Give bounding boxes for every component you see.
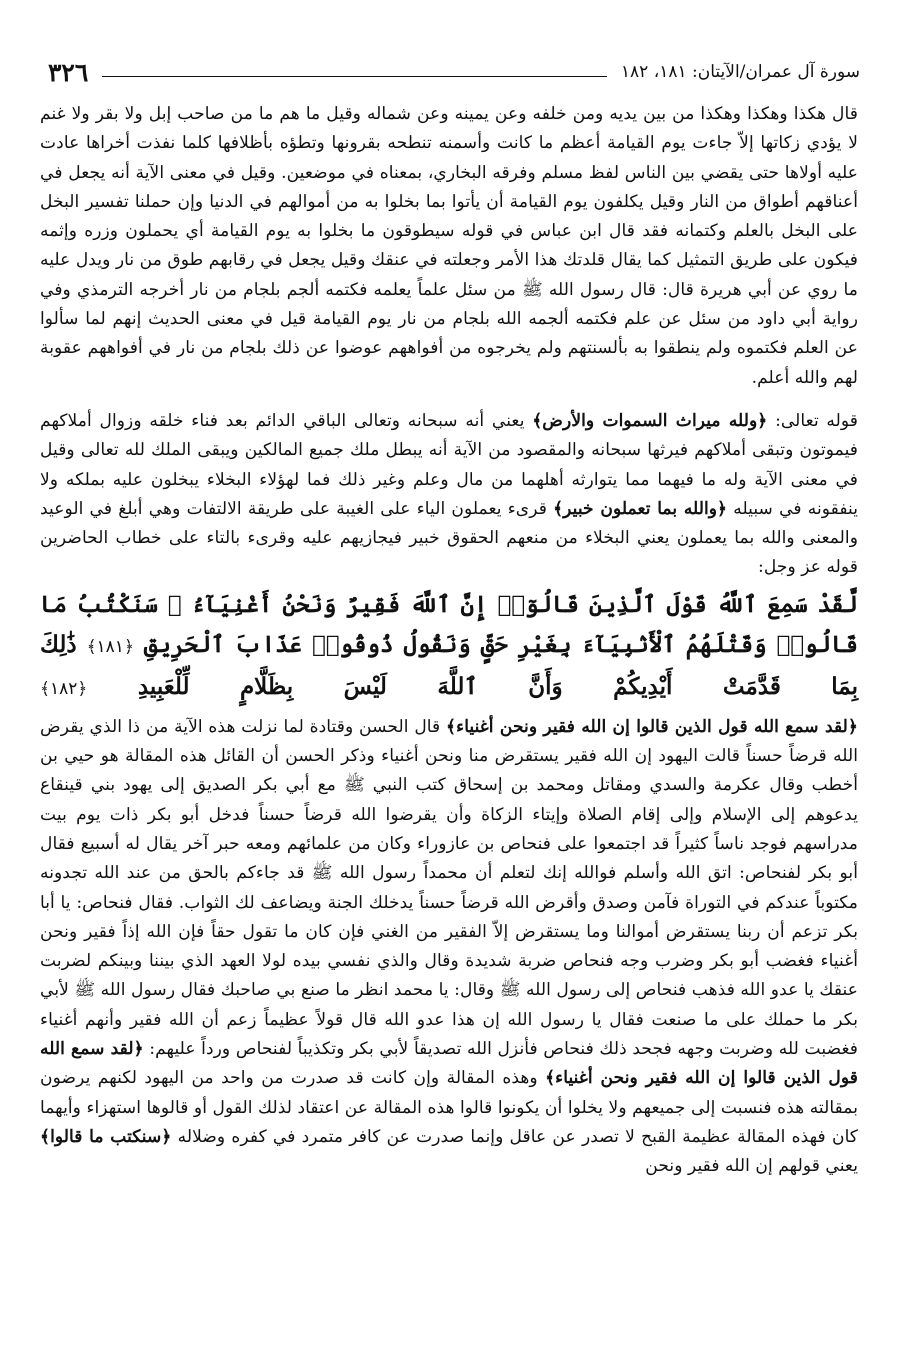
quran-quote-god-heard: ﴿لقد سمع الله قول الذين قالوا إن الله فقير ونحن أغنياء﴾ xyxy=(446,716,858,737)
verse-181-number: ﴿١٨١﴾ xyxy=(86,636,134,657)
paragraph-3-middle: قال الحسن وقتادة لما نزلت هذه الآية من ذا الذي يقرض الله قرضاً حسناً قالت اليهود إن الله فقير يستقرض منا ونحن أغنياء وذكر الحسن أن القائل هذه المقالة هو حيي بن أخطب وقال عكرمة والسدي ومقاتل ومحمد بن إسحاق كتب النبي ﷺ مع أبي بكر الصديق إلى يهود بني قينقاع يدعوهم إلى الإسلام وإلى إقام الصلاة وإيتاء الزكاة وأن يقرضوا الله قرضاً حسناً فدخل أبو بكر ذات يوم بيت مدراسهم فوجد ناساً كثيراً قد اجتمعوا على فنحاص بن عازوراء وكان من علمائهم ومعه حبر آخر يقال له أسبيع فقال أبو بكر لفنحاص: اتق الله وأسلم فوالله إنك لتعلم أن محمداً رسول الله ﷺ قد جاءكم بالحق من عند الله تجدونه مكتوباً عندكم في التوراة فآمن وصدق وأقرض الله قرضاً حسناً يدخلك الجنة ويضاعف لك الثواب. فقال فنحاص: يا أبا بكر تزعم أن ربنا يستقرض أموالنا وما يستقرض إلاّ الفقير من الغني فإن كان ما تقول حقاً فإن الله إذاً فقير ونحن أغنياء فغضب أبو بكر وضرب وجه فنحاص ضربة شديدة وقال والذي نفسي بيده لولا العهد الذي بيننا وبينكم لضربت عنقك يا عدو الله فذهب فنحاص إلى رسول الله ﷺ وقال: يا محمد انظر ما صنع بي صاحبك فقال رسول الله ﷺ لأبي بكر ما حملك على ما صنعت فقال يا رسول الله إن هذا عدو الله قال قولاً عظيماً زعم أن الله فقير وأنهم أغنياء فغضبت لله وضربت وجهه فجحد ذلك فنحاص فأنزل الله تصديقاً لأبي بكر وتكذيباً لفنحاص ورداً عليهم: xyxy=(40,716,858,1060)
paragraph-3-tail: يعني قولهم إن الله فقير ونحن xyxy=(645,1156,858,1177)
verse-182-number: ﴿١٨٢﴾ xyxy=(40,678,88,699)
quran-quote-god-heard-repeat: ﴿لقد سمع الله قول الذين قالوا إن الله فقير ونحن أغنياء﴾ xyxy=(40,1039,858,1089)
paragraph-1: قال هكذا وهكذا وهكذا من بين يديه ومن خلفه وعن يمينه وعن شماله وقيل ما هم ما من صاحب إبل ولا بقر ولا غنم لا يؤدي زكاتها إلاّ جاءت يوم القيامة أعظم ما كانت وأسمنه تنطحه بقرونها وتطؤه بأظلافها كلما نفذت أخراها عادت عليه أولاها حتى يقضي بين الناس لفظ مسلم وفرقه البخاري، بمعناه في موضعين. وقيل في معنى الآية أنه يجعل في أعناقهم أطواق من النار وقيل يكلفون يوم القيامة أن يأتوا بما بخلوا به من أموالهم في الدنيا وإن حملنا تفسير البخل على البخل بالعلم وكتمانه فقد قال ابن عباس في قوله سيطوقون ما بخلوا به يوم القيامة أي يحملون وزره وإثمه فيكون على طريق التمثيل كما يقال قلدتك هذا الأمر وجعلته في عنقك وقيل يجعل في رقابهم طوق من نار ويدل عليه ما روي عن أبي هريرة قال: قال رسول الله ﷺ من سئل علماً يعلمه فكتمه ألجم بلجام من نار أخرجه الترمذي وفي رواية أبي داود من سئل عن علم فكتمه ألجمه الله بلجام من نار يوم القيامة قيل في معنى الحديث إنهم لما سألوا عن العلم فكتموه ولم ينطقوا به بألسنتهم ولم يخرجوه من أفواههم عوضوا عن ذلك بلجام من نار في أفواههم عقوبة لهم والله أعلم. xyxy=(40,104,858,388)
header-rule xyxy=(102,76,607,77)
paragraph-3-end: وهذه المقالة وإن كانت قد صدرت من واحد من اليهود لكنهم يرضون بمقالته هذه فنسبت إلى جميعهم ولا يخلوا أن يكونوا قالوا هذه المقالة عن اعتقاد لذلك القول أو قالوها استهزاء وأيهما كان فهذه المقالة عظيمة القبح لا تصدر عن عاقل وإنما صدرت عن كافر متمرد في كفره وضلاله xyxy=(40,1068,858,1147)
quran-verse-block xyxy=(40,585,858,709)
verse-182-text: ذَٰلِكَ بِمَا قَدَّمَتْ أَيْدِيكُمْ وَأَنَّ ٱللَّهَ لَيْسَ بِظَلَّامٍ لِّلْعَبِيدِ xyxy=(40,630,858,700)
paragraph-2-intro: قوله تعالى: xyxy=(775,410,858,431)
paragraph-2 xyxy=(40,407,858,583)
page-header xyxy=(48,52,860,92)
paragraph-2-middle: يعني أنه سبحانه وتعالى الباقي الدائم بعد فناء خلقه وزوال أملاكهم فيموتون وتبقى أملاكهم فيرثها سبحانه والمقصود من الآية أنه يبطل ملك جميع المالكين ويبقى الملك لله تعالى وقيل في معنى الآية وله ما فيهما مما يتوارثه أهلهما من مال وعلم وغير ذلك فما لهؤلاء البخلاء يبخلون عليه بملكه ولا ينفقونه في سبيله xyxy=(40,410,859,519)
quran-quote-inheritance: ﴿ولله ميراث السموات والأرض﴾ xyxy=(532,410,768,431)
page-number: ٣٢٦ xyxy=(48,57,89,87)
verse-181-text: لَّقَدْ سَمِعَ ٱللَّهُ قَوْلَ ٱلَّذِينَ قَالُوٓا۟ إِنَّ ٱللَّهَ فَقِيرٌ وَنَحْنُ أَغْنِيَآءُ ۘ سَنَكْتُبُ مَا قَالُوا۟ وَقَتْلَهُمُ ٱلْأَنۢبِيَآءَ بِغَيْرِ حَقٍّ وَنَقُولُ ذُوقُوا۟ عَذَابَ ٱلْحَرِيقِ xyxy=(40,590,858,658)
surah-title: سورة آل عمران/الآيتان: ١٨١، ١٨٢ xyxy=(620,62,860,82)
paragraph-3 xyxy=(40,713,858,1182)
quran-quote-we-will-record: ﴿سنكتب ما قالوا﴾ xyxy=(40,1126,172,1147)
quran-quote-all-aware: ﴿والله بما تعملون خبير﴾ xyxy=(553,498,728,519)
commentary-body xyxy=(40,100,858,1182)
paragraph-2-end: قرىء يعملون الياء على الغيبة على طريقة الالتفات وهي أبلغ في الوعيد والمعنى والله بما يعملون يعني البخلاء من منعهم الحقوق خبير فيجازيهم عليه وقرىء بالتاء على خطاب الحاضرين قوله عز وجل: xyxy=(40,498,858,578)
